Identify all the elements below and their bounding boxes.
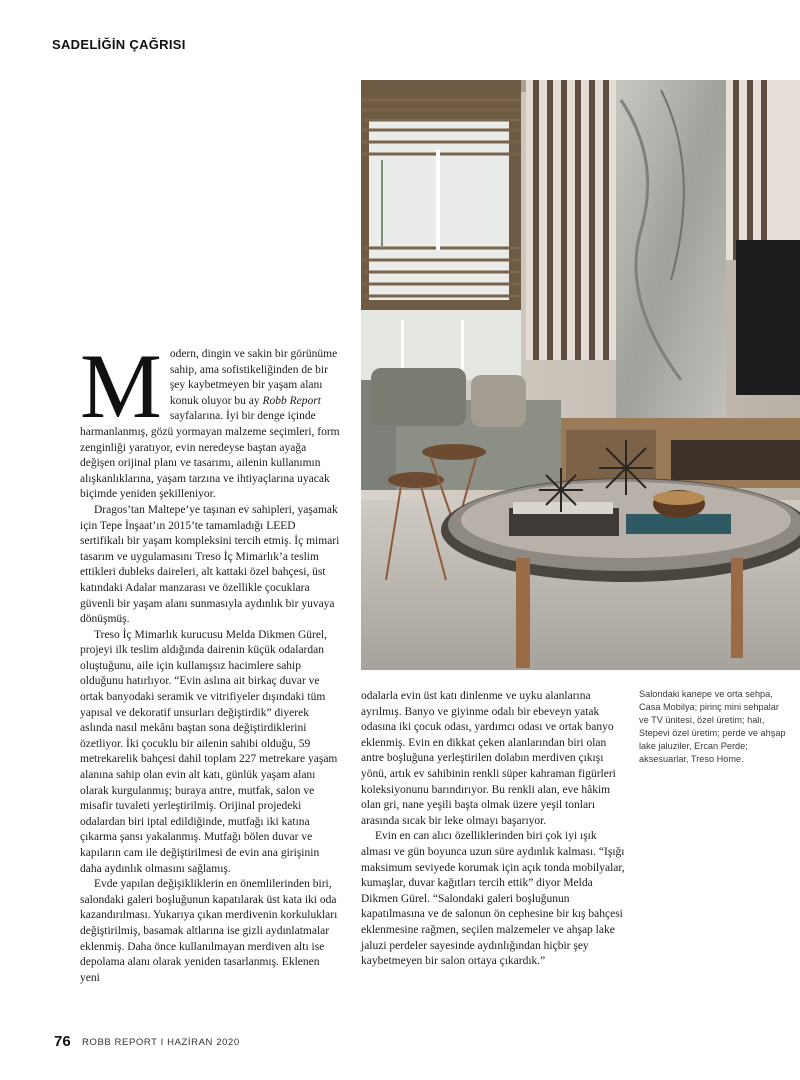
body-column-left: [80, 335, 342, 986]
magazine-name-italic: Robb Report: [262, 394, 321, 407]
body-column-middle: [361, 689, 625, 970]
magazine-issue-line: ROBB REPORT I HAZİRAN 2020: [82, 1037, 240, 1048]
drop-cap: M: [80, 335, 162, 437]
body-paragraph: odalarla evin üst katı dinlenme ve uyku alanlarına ayrılmış. Banyo ve giyinme odalı bir ebeveyn yatak odasına iki çocuk odası, yardımcı odası ve ortak banyo eklenmiş. Evin en dikkat çeken alanlarından biri olan antre boşluğuna yerleştirilen dolabın merdiven çıkışı yönü, artık ev sahibinin renkli süper kahraman figürleri koleksiyonunu barındırıyor. Bu renkli alan, eve hâkim olan gri, nane yeşili başta olmak üzere yeşil tonları arasında sıcak bir leke olmayı başarıyor.: [361, 690, 616, 827]
section-label: SADELİĞİN ÇAĞRISI: [52, 37, 186, 52]
photo-caption: Salondaki kanepe ve orta sehpa, Casa Mobilya; pirinç mini sehpalar ve TV ünitesi, özel üretim; halı, Stepevi özel üretim; perde ve ahşap lake jaluziler, Ercan Perde; aksesuarlar, Treso Home.: [639, 689, 786, 765]
living-room-photo: [361, 80, 800, 670]
body-paragraph: Evin en can alıcı özelliklerinden biri çok iyi ışık alması ve gün boyunca uzun süre aydınlık kalması. “Işığı maksimum seviyede korumak için açık tonda mobilyalar, kumaşlar, duvar kağıtları tercih ettik” diyor Melda Dikmen Gürel. “Salondaki galeri boşluğunun kapatılmasına ve de salonun ön cephesine bir kış bahçesi eklenmesine rağmen, seçilen malzemeler ve ahşap lake jaluzi perdeler sayesinde aydınlığından hiçbir şey kaybetmeyen bir salon ortaya çıkardık.”: [361, 830, 625, 968]
body-paragraph: Dragos’tan Maltepe’ye taşınan ev sahipleri, yaşamak için Tepe İnşaat’ın 2015’te tamamladığı LEED sertifikalı bir yaşam kompleksini tercih etmiş. İç mimari tasarım ve uygulamasını Treso İç Mimarlık’a teslim ettikleri dubleks daireleri, alt kattaki özel bahçesi, üst katındaki Adalar manzarası ve özellikle çocuklara güvenli bir yaşam alanı sunmasıyla aydınlık bir yuvaya dönüşmüş.: [80, 503, 340, 626]
opening-paragraph: [80, 335, 342, 503]
body-paragraph: Treso İç Mimarlık kurucusu Melda Dikmen Gürel, projeyi ilk teslim aldığında dairenin küçük odalardan oluştuğunu, aile için kullanışsız hacimlere sahip olduğunu hatırlıyor. “Evin aslına ait birkaç duvar ve ortak banyodaki seramik ve vitrifiyeler dışındaki tüm yapısal ve dekoratif unsurları değiştirdik” diyerek aslında nasıl mekânı baştan sona değiştirdiklerini özetliyor. İki çocuklu bir ailenin sahibi olduğu, 59 metrekarelik bahçesi dahil toplam 227 metrekare yaşam alanına sahip olan evin alt katı, günlük yaşam alanı olarak kurgulanmış; buraya antre, mutfak, salon ve misafir tuvaleti yerleştirilmiş. Orijinal projedeki odalardan biri iptal edildiğinde, mutfağı iki katına çıkarma şansı yakalanmış. Mutfağı bölen duvar ve kapıların cam ile değiştirilmesi de evin ana girişinin daha aydınlık olmasını sağlamış.: [80, 628, 338, 875]
opening-text-rest: sayfalarına. İyi bir denge içinde harmanlanmış, gözü yormayan malzeme seçimleri, form zenginliği yaratıyor, evin neredeyse baştan ayağa değişen orijinal planı ve tasarımı, ailenin kullanımın alışkanlıklarına, yaşam tarzına ve ihtiyaçlarına uyacak biçimde yeniden şekilleniyor.: [80, 410, 340, 501]
page-number: 76: [54, 1033, 71, 1050]
opening-text: odern, dingin ve sakin bir görünüme sahip, ama sofistikeliğinden de bir şey kaybetmeyen bir yaşam alanı konuk oluyor bu ay: [169, 348, 338, 407]
body-paragraph: Evde yapılan değişikliklerin en önemlilerinden biri, salondaki galeri boşluğunun kapatılarak üst kata iki oda kazandırılması. Yukarıya çıkan merdivenin korkulukları değiştirilmiş, basamak altlarına ise gizli aydınlatmalar eklenmiş. Daha önce kullanılmayan merdiven altı ise depolama alanı olarak yeniden tasarlanmış. Eklenen yeni: [80, 878, 338, 984]
